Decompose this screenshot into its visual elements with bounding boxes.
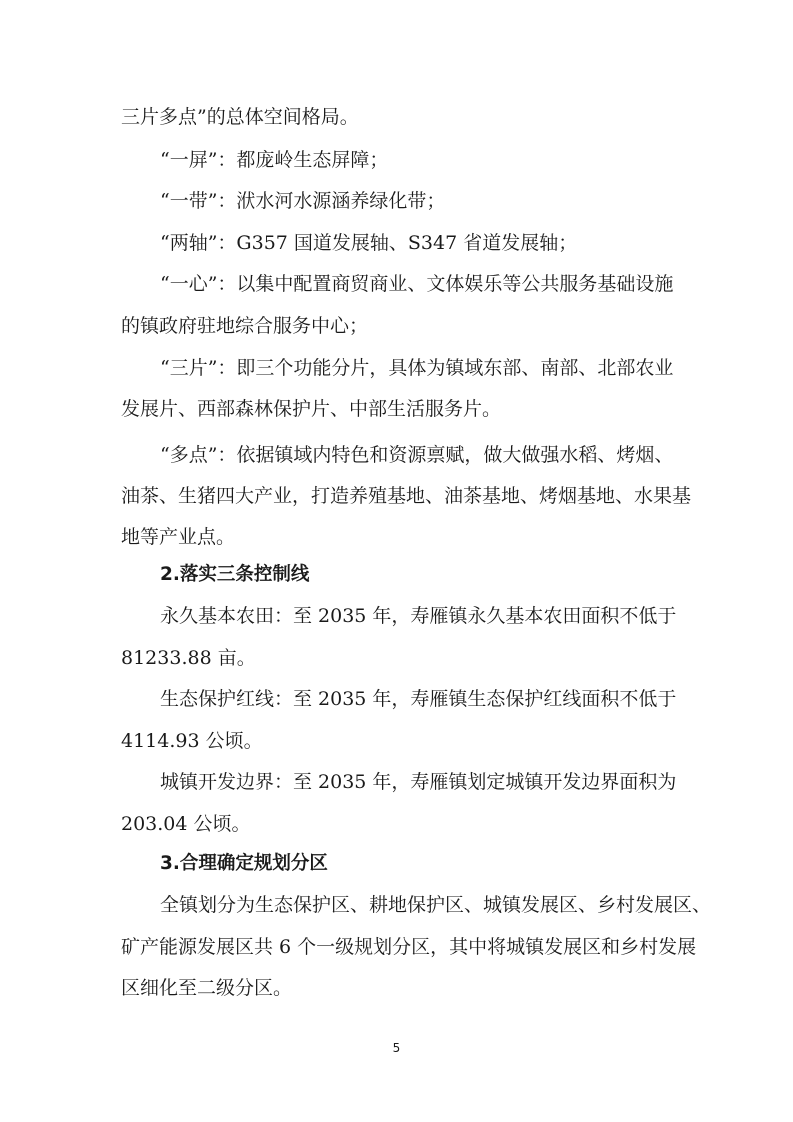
paragraph-line: 全镇划分为生态保护区、耕地保护区、城镇发展区、乡村发展区、 [160,894,712,916]
paragraph-line: “一心”：以集中配置商贸商业、文体娱乐等公共服务基础设施 [160,273,674,295]
paragraph-line: 区细化至二级分区。 [121,977,293,999]
paragraph-line: “多点”：依据镇域内特色和资源禀赋，做大做强水稻、烤烟、 [160,444,674,466]
paragraph-line: “两轴”：G357 国道发展轴、S347 省道发展轴； [160,232,578,254]
paragraph-line: 的镇政府驻地综合服务中心； [121,315,369,337]
paragraph-line: “一带”：洑水河水源涵养绿化带； [160,190,446,212]
paragraph-line: “三片”：即三个功能分片，具体为镇域东部、南部、北部农业 [160,357,674,379]
paragraph-line: “一屏”：都庞岭生态屏障； [160,149,389,171]
section-heading: 3.合理确定规划分区 [160,853,328,874]
paragraph-line: 城镇开发边界：至 2035 年，寿雁镇划定城镇开发边界面积为 [160,771,677,793]
paragraph-line: 发展片、西部森林保护片、中部生活服务片。 [121,398,502,420]
paragraph-line: 永久基本农田：至 2035 年，寿雁镇永久基本农田面积不低于 [160,605,677,627]
paragraph-line: 矿产能源发展区共 6 个一级规划分区，其中将城镇发展区和乡村发展 [121,936,697,958]
paragraph-line: 203.04 公顷。 [121,813,251,835]
section-heading: 2.落实三条控制线 [160,564,310,585]
paragraph-line: 生态保护红线：至 2035 年，寿雁镇生态保护红线面积不低于 [160,688,677,710]
paragraph-line: 三片多点”的总体空间格局。 [121,106,359,128]
paragraph-line: 81233.88 亩。 [121,647,256,669]
paragraph-line: 地等产业点。 [121,526,236,548]
paragraph-line: 4114.93 公顷。 [121,730,263,752]
page-number: 5 [392,1041,401,1055]
paragraph-line: 油茶、生猪四大产业，打造养殖基地、油茶基地、烤烟基地、水果基 [121,485,692,507]
